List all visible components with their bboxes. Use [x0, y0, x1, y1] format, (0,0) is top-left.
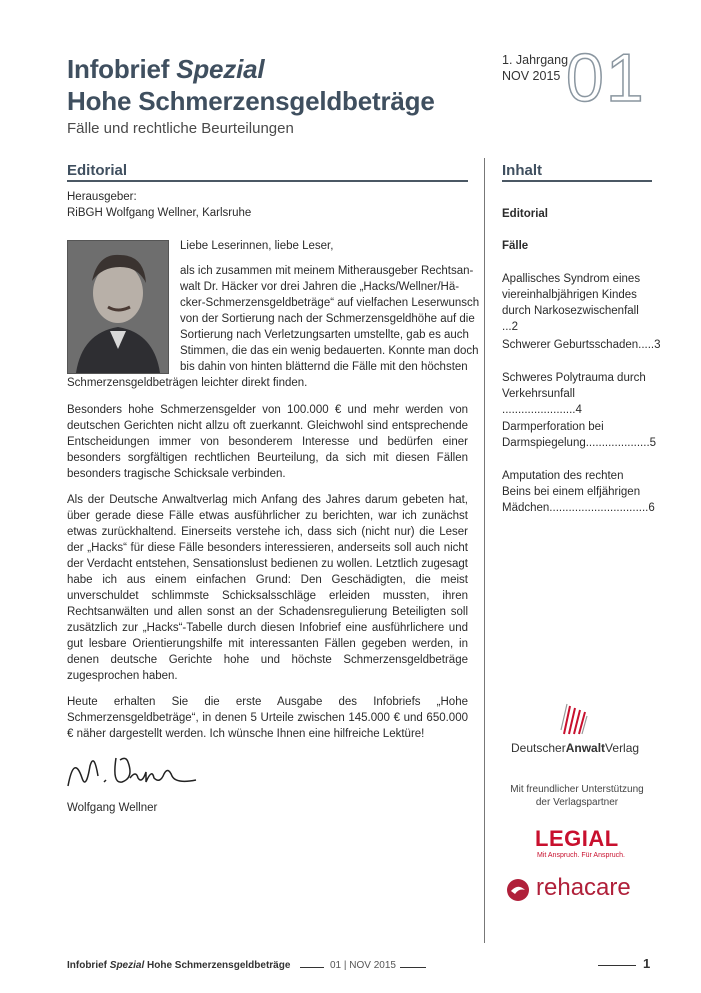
toc-cases[interactable]: Fälle: [502, 240, 529, 252]
footer-rule-right: [400, 967, 426, 968]
text-line: als ich zusammen mit meinem Mitherausgeber Rechtsan-: [180, 265, 474, 277]
page-number: 1: [643, 956, 651, 971]
toc-item-page: 5: [649, 437, 657, 449]
toc-item-2[interactable]: [502, 337, 661, 353]
text-line: von der Sortierung nach der Schmerzensgeldhöhe auf die: [180, 313, 475, 325]
toc-item-page: 4: [575, 404, 582, 416]
issue-number: 01: [566, 40, 646, 116]
page-title-line2: Hohe Schmerzensgeldbeträge: [67, 86, 435, 116]
photo-wrap-text: [180, 263, 480, 375]
toc-item-label: Apallisches Syndrom eines viereinhalbjährigen Kindes durch Narkosezwischenfall ...: [502, 273, 641, 333]
text-line: cker-Schmerzensgeldbeträge“ auf vielfachen Leserwunsch: [180, 297, 480, 309]
page-number-rule: [598, 965, 636, 966]
publisher-name: RiBGH Wolfgang Wellner, Karlsruhe: [67, 207, 252, 219]
toc-item-page: 3: [654, 339, 661, 351]
toc-item-page: 2: [511, 321, 518, 333]
publisher-block: [67, 189, 251, 221]
footer-title: Infobrief Spezial Hohe Schmerzensgeldbeträge: [67, 960, 291, 971]
editorial-body: [67, 402, 468, 752]
footer-rule-left: [300, 967, 324, 968]
legial-tagline: Mit Anspruch. Für Anspruch.: [537, 852, 625, 859]
toc-item-page: 6: [648, 502, 655, 514]
toc-rule: [502, 180, 652, 182]
salutation: Liebe Leserinnen, liebe Leser,: [180, 240, 334, 252]
publisher-logo-mark: [558, 700, 588, 741]
portrait-image: [68, 241, 168, 373]
page-title: Infobrief Spezial: [67, 54, 265, 84]
publisher-label: Herausgeber:: [67, 191, 137, 203]
toc-item-5[interactable]: [502, 468, 655, 516]
toc-item-4[interactable]: [502, 419, 657, 451]
toc-item-label: Schweres Polytrauma durch Verkehrsunfall .......................: [502, 372, 646, 416]
support-note: Mit freundlicher Unterstützung der Verlagspartner: [510, 784, 644, 808]
issue-meta: [502, 52, 568, 84]
issue-date: NOV 2015: [502, 69, 561, 83]
toc-item-1[interactable]: [502, 271, 652, 335]
toc-item-label: Darmperforation bei Darmspiegelung....................: [502, 421, 650, 449]
text-line: bis dahin von hinten blätternd die Fälle mit den höchsten: [180, 361, 468, 373]
text-line: Stimmen, die das ein wenig bedauerten. Konnte man doch: [180, 345, 479, 357]
signature-name: Wolfgang Wellner: [67, 802, 158, 814]
toc-item-3[interactable]: [502, 370, 652, 418]
toc-heading: Inhalt: [502, 162, 542, 179]
paragraph: Besonders hohe Schmerzensgelder von 100.000 € und mehr werden von deutschen Gerichten nicht allzu oft zuerkannt. Gleichwohl sind entsprechende Entscheidungen immer von besonderem Interesse und bedürfen einer besonders sorgfältigen rechtlichen Beurteilung, da sich mit diesen Fällen besonders tragische Schicksale verbinden.: [67, 404, 468, 480]
toc-item-label: Schwerer Geburtsschaden.....: [502, 339, 655, 351]
rehacare-logo: rehacare: [536, 874, 631, 901]
column-divider: [484, 158, 485, 943]
volume-label: 1. Jahrgang: [502, 53, 569, 67]
editorial-heading: Editorial: [67, 162, 128, 179]
publisher-logo-text: DeutscherAnwaltVerlag: [511, 741, 640, 755]
legial-logo: LEGIAL: [535, 826, 619, 851]
signature-graphic: [64, 748, 204, 798]
paragraph: Heute erhalten Sie die erste Ausgabe des Infobriefs „Hohe Schmerzensgeldbeträge“, in denen 5 Urteile zwischen 145.000 € und 650.000 € näher dargestellt werden. Ich wünsche Ihnen eine hilfreiche Lektüre!: [67, 696, 468, 740]
footer-issue-date: 01 | NOV 2015: [330, 960, 396, 971]
signature: [64, 748, 204, 803]
text-line: walt Dr. Häcker vor drei Jahren die „Hacks/Wellner/Hä-: [180, 281, 460, 293]
author-photo: [67, 240, 169, 374]
text-line: Schmerzensgeldbeträgen leichter direkt finden.: [67, 377, 308, 389]
toc-editorial[interactable]: Editorial: [502, 208, 549, 220]
rehacare-logo-icon: [506, 878, 530, 907]
toc-item-label: Amputation des rechten Beins bei einem elfjährigen Mädchen...............................: [502, 470, 649, 514]
page-subtitle: Fälle und rechtliche Beurteilungen: [67, 120, 294, 137]
editorial-rule: [67, 180, 468, 182]
publisher-logo-icon: [558, 700, 588, 736]
paragraph: Als der Deutsche Anwaltverlag mich Anfang des Jahres darum gebeten hat, über gerade diese Fälle etwas ausführlicher zu berichten, war ich zunächst etwas zurückhaltend. Einerseits verstehe ich, dass sich (nicht nur) die Leser der „Hacks“ für diese Fälle besonders interessieren, anderseits soll auch nicht der Verdacht entstehen, Sensationslust bedienen zu wollen. Letztlich zugesagt habe ich aus einem einfachen Grund: Den Geschädigten, die meist unverschuldet schlimmste Schicksalsschläge erleiden mussten, ihren Rechtsanwälten und allen sonst an der Schadensregulierung Beteiligten soll zusätzlich zur „Hacks“-Tabelle durch diesen Infobrief eine ausführlichere und gut lesbare Orientierungshilfe mit interessanten Fällen gegeben werden, in denen deutsche Gerichte hohe und höchste Schmerzensgeldbeträge zugesprochen haben.: [67, 494, 468, 682]
text-line: Sortierung nach Verletzungsarten umstellte, gab es auch: [180, 329, 469, 341]
